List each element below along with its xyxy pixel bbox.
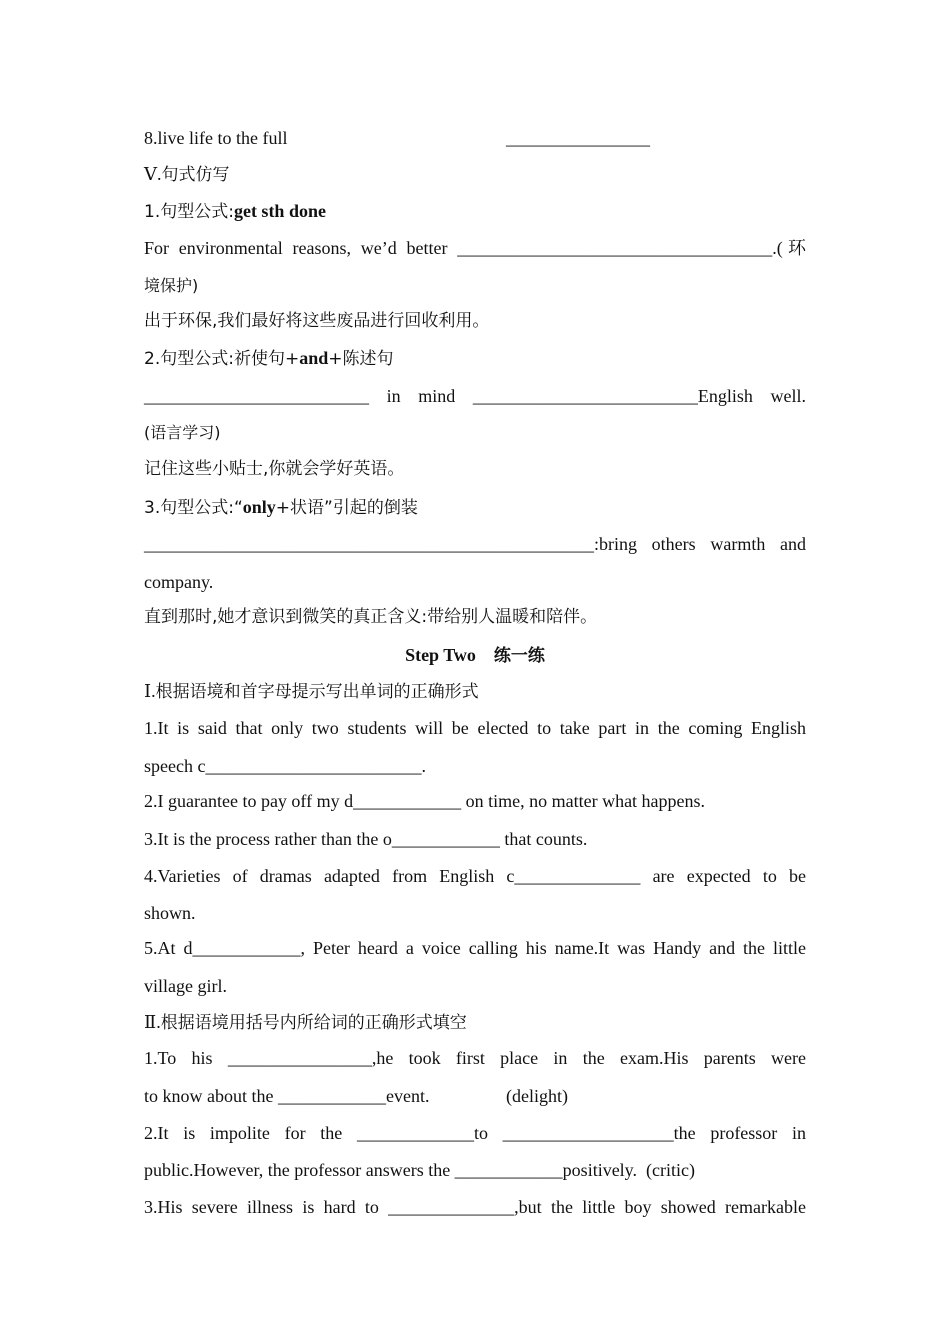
section-i-q1: 1.It is said that only two students will be elected to take part in the coming English [144,718,806,738]
section-ii-q1-hint: (delight) [506,1086,568,1106]
pattern-2-topic: (语言学习) [144,423,221,442]
section-i-q5-cont: village girl. [144,976,227,996]
section-ii-q2-text: public.However, the professor answers the ____________positively. [144,1160,638,1180]
pattern-1-topic: 境保护) [144,276,199,295]
section-i-title: 根据语境和首字母提示写出单词的正确形式 [155,682,479,702]
pattern-3-formula-rest: +状语”引起的倒装 [275,498,418,518]
section-ii-q1: 1.To his ________________,he took first place in the exam.His parents were [144,1048,806,1068]
pattern-1-label: 1.句型公式: [144,202,234,222]
pattern-2-chinese: 记住这些小贴士,你就会学好英语。 [144,459,405,479]
pattern-1-chinese: 出于环保,我们最好将这些废品进行回收利用。 [144,311,490,331]
section-ii-q2-hint: (critic) [646,1160,695,1180]
item-8-blank: ________________ [506,128,650,148]
section-v-title: 句式仿写 [161,165,230,185]
pattern-3-sentence: __________________________________________________:bring others warmth and [144,534,806,554]
section-i-q3: 3.It is the process rather than the o____________ that counts. [144,829,588,849]
pattern-1-sentence: For environmental reasons, we’d better ___________________________________.(环 [144,238,806,258]
pattern-3-formula-only: only [242,497,276,517]
section-v-heading [144,163,806,186]
pattern-3-label: 3.句型公式:“ [144,498,243,518]
section-i-q4-cont: shown. [144,903,196,923]
section-ii-q3: 3.His severe illness is hard to ______________,but the little boy showed remarkable [144,1197,806,1217]
pattern-2-heading [144,347,806,370]
section-i-q5: 5.At d____________, Peter heard a voice calling his name.It was Handy and the little [144,938,806,958]
section-v-numeral: Ⅴ. [144,164,162,184]
section-ii-q2-cont [144,1159,806,1181]
section-i-q2: 2.I guarantee to pay off my d____________ on time, no matter what happens. [144,791,706,811]
pattern-3-sentence-cont: company. [144,572,214,592]
section-i-q4: 4.Varieties of dramas adapted from English c______________ are expected to be [144,866,806,886]
section-i-numeral: Ⅰ. [144,681,156,701]
section-i-q1-cont: speech c________________________. [144,756,426,776]
item-8-line [144,127,806,149]
pattern-3-heading [144,496,806,519]
item-8-text: 8.live life to the full [144,128,288,148]
pattern-2-formula-and: and [299,348,329,368]
step-two-label: Step Two [405,645,476,665]
section-ii-q1-text: to know about the ____________event. [144,1086,430,1106]
section-ii-heading [144,1011,806,1034]
pattern-1-formula: get sth done [233,201,326,221]
section-ii-numeral: Ⅱ. [144,1012,161,1032]
section-i-heading [144,680,806,703]
pattern-2-sentence: _________________________ in mind _________________________English well. [144,386,806,406]
step-two-title [144,644,806,667]
pattern-2-formula-rest: +陈述句 [328,349,394,369]
section-ii-title: 根据语境用括号内所给词的正确形式填空 [160,1013,467,1033]
pattern-2-label: 2.句型公式:祈使句+ [144,349,300,369]
section-ii-q2: 2.It is impolite for the _____________to ___________________the professor in [144,1123,806,1143]
step-two-subtitle: 练一练 [493,646,545,666]
pattern-3-chinese: 直到那时,她才意识到微笑的真正含义:带给别人温暖和陪伴。 [144,607,598,627]
pattern-1-heading [144,200,806,223]
section-ii-q1-cont [144,1085,806,1107]
